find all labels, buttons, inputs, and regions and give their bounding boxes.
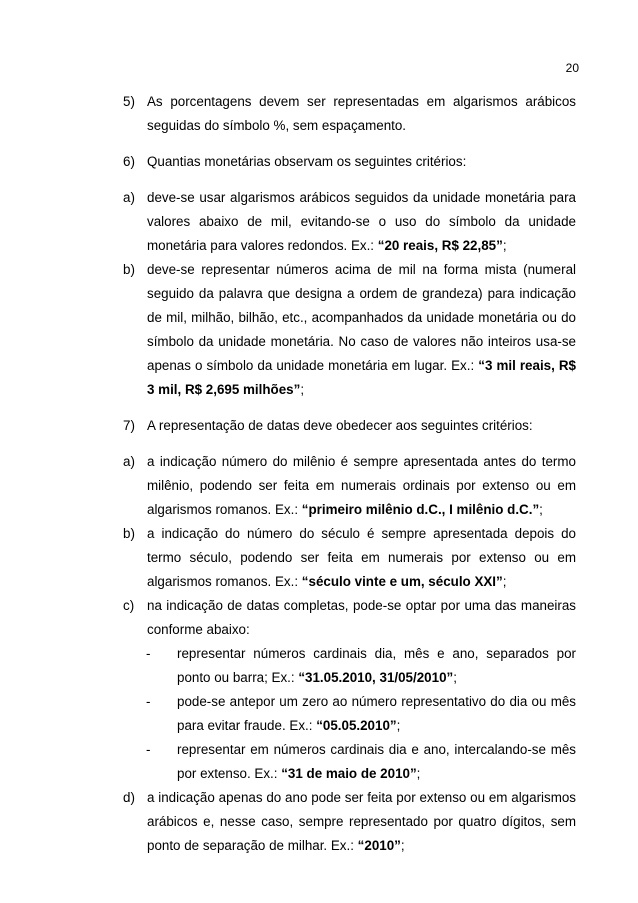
example-text: “20 reais, R$ 22,85” bbox=[377, 238, 503, 253]
item-marker: 7) bbox=[123, 418, 135, 433]
item-text: deve-se usar algarismos arábicos seguidos da unidade monetária para valores abaixo de mil, evitando-se o uso do símbolo da unidade monetária para valores redondos. Ex.: “20 reais, R$ 22,85”; bbox=[147, 190, 576, 253]
example-text: “século vinte e um, século XXI” bbox=[301, 574, 503, 589]
sub-item-text: representar números cardinais dia, mês e ano, separados por ponto ou barra; Ex.: “31.05.2010, 31/05/2010”; bbox=[177, 646, 576, 685]
item-text: a indicação do número do século é sempre apresentada depois do termo século, podendo ser feita em numerais por extenso ou em algarismos romanos. Ex.: “século vinte e um, século XXI”; bbox=[147, 526, 576, 589]
example-text: “2010” bbox=[357, 838, 401, 853]
dash-marker: - bbox=[146, 742, 151, 757]
sub-list-item bbox=[146, 738, 576, 786]
example-text: “05.05.2010” bbox=[316, 718, 397, 733]
item-text: na indicação de datas completas, pode-se optar por uma das maneiras conforme abaixo: bbox=[147, 598, 576, 637]
example-text: “primeiro milênio d.C., I milênio d.C.” bbox=[301, 502, 540, 517]
list-item-7c bbox=[123, 594, 576, 642]
item-marker: 6) bbox=[123, 154, 135, 169]
list-item-7 bbox=[123, 414, 576, 438]
dash-marker: - bbox=[146, 646, 151, 661]
item-marker: 5) bbox=[123, 94, 135, 109]
sub-list-item bbox=[146, 642, 576, 690]
list-item-5 bbox=[123, 90, 576, 138]
item-text: a indicação número do milênio é sempre apresentada antes do termo milênio, podendo ser feita em numerais ordinais por extenso ou em algarismos romanos. Ex.: “primeiro milênio d.C., I milênio d.C.”; bbox=[147, 454, 576, 517]
page-number: 20 bbox=[565, 61, 579, 75]
item-text: deve-se representar números acima de mil na forma mista (numeral seguido da palavra que designa a ordem de grandeza) para indicação de mil, milhão, bilhão, etc., acompanhados da unidade monetária ou do símbolo da unidade monetária. No caso de valores não inteiros usa-se apenas o símbolo da unidade monetária em lugar. Ex.: “3 mil reais, R$ 3 mil, R$ 2,695 milhões”; bbox=[147, 262, 577, 397]
list-item-6b bbox=[123, 258, 576, 402]
item-marker: a) bbox=[123, 454, 135, 469]
example-text: “31.05.2010, 31/05/2010” bbox=[298, 670, 454, 685]
sub-list-item bbox=[146, 690, 576, 738]
dash-marker: - bbox=[146, 694, 151, 709]
list-item-6a bbox=[123, 186, 576, 258]
item-marker: b) bbox=[123, 526, 135, 541]
list-item-7b bbox=[123, 522, 576, 594]
item-text: a indicação apenas do ano pode ser feita por extenso ou em algarismos arábicos e, nesse caso, sempre representado por quatro dígitos, sem ponto de separação de milhar. Ex.: “2010”; bbox=[147, 790, 576, 853]
item-marker: c) bbox=[123, 598, 135, 613]
item-marker: b) bbox=[123, 262, 135, 277]
item-marker: d) bbox=[123, 790, 135, 805]
list-item-6 bbox=[123, 150, 576, 174]
item-text: A representação de datas deve obedecer aos seguintes critérios: bbox=[147, 418, 533, 433]
sub-item-text: representar em números cardinais dia e ano, intercalando-se mês por extenso. Ex.: “31 de maio de 2010”; bbox=[177, 742, 576, 781]
item-text: As porcentagens devem ser representadas em algarismos arábicos seguidas do símbolo %, sem espaçamento. bbox=[147, 94, 576, 133]
list-item-7d bbox=[123, 786, 576, 858]
item-marker: a) bbox=[123, 190, 135, 205]
list-item-7a bbox=[123, 450, 576, 522]
example-text: “3 mil reais, R$ 3 mil, R$ 2,695 milhões” bbox=[147, 358, 577, 397]
sub-item-text: pode-se antepor um zero ao número representativo do dia ou mês para evitar fraude. Ex.: “05.05.2010”; bbox=[177, 694, 576, 733]
item-text: Quantias monetárias observam os seguintes critérios: bbox=[147, 154, 467, 169]
document-body bbox=[123, 90, 576, 858]
example-text: “31 de maio de 2010” bbox=[281, 766, 417, 781]
